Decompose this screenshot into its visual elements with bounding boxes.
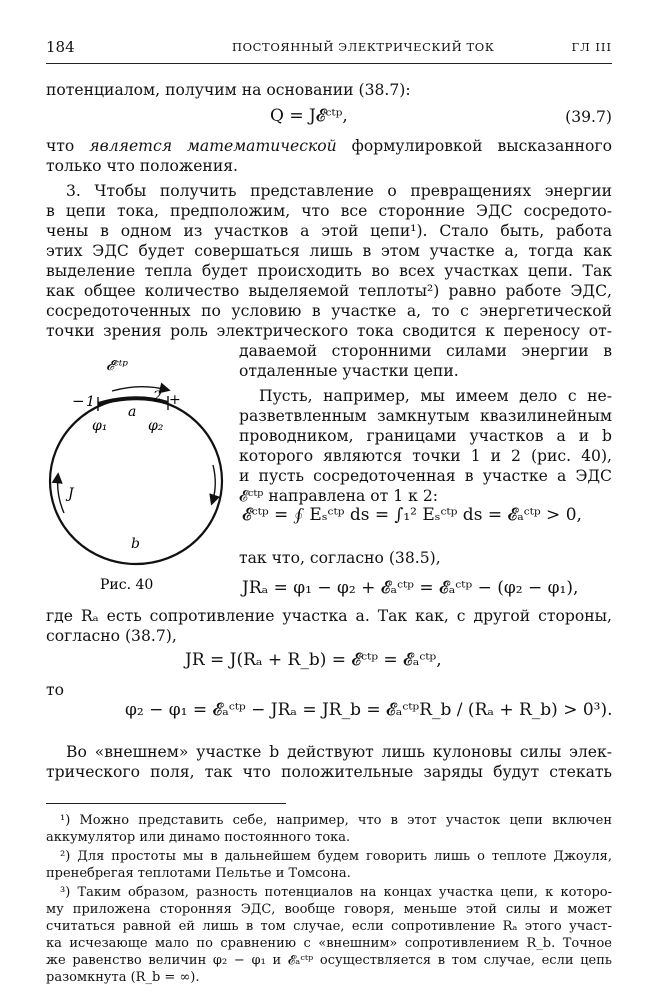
- current-arrow-left: [58, 475, 64, 513]
- text-line: только что положения.: [46, 157, 239, 175]
- phi2-label: φ₂: [148, 418, 164, 434]
- text-line: разветвленным замкнутым квазилинейным: [239, 407, 612, 425]
- equation-39-7: Q = J𝓔ᶜᵗᵖ,: [270, 106, 348, 126]
- text-line: что является математической формулировкой высказанного: [46, 137, 612, 155]
- paragraph-3-line: точки зрения роль электрического тока сводится к переносу от-: [46, 322, 612, 340]
- point-1-label: 1: [86, 394, 95, 410]
- paragraph-3-line: чены в одном из участков a этой цепи¹). Стало быть, работа: [46, 222, 612, 240]
- paragraph-3-line: сосредоточенных по условию в участке a, то с энергетической: [46, 302, 612, 320]
- text-line: проводником, границами участков a и b: [239, 427, 612, 445]
- text-line: так что, согласно (38.5),: [239, 549, 441, 567]
- footnote-1-cont: аккумулятор или динамо постоянного тока.: [46, 830, 351, 845]
- footnote-2-cont: пренебрегая теплотами Пельтье и Томсона.: [46, 866, 351, 881]
- text-line: 𝓔ᶜᵗᵖ направлена от 1 к 2:: [239, 487, 439, 505]
- text-line: потенциалом, получим на основании (38.7):: [46, 81, 411, 99]
- text-line: то: [46, 681, 65, 699]
- footnote-2: ²) Для простоты мы в дальнейшем будем говорить лишь о теплоте Джоуля,: [60, 849, 612, 864]
- footnote-3: ³) Таким образом, разность потенциалов на концах участка цепи, к которо-: [60, 885, 612, 900]
- footnote-1: ¹) Можно представить себе, например, что в этот участок цепи включен: [60, 813, 612, 828]
- emf-label: 𝓔ᶜᵗᵖ: [106, 358, 129, 374]
- text-line: Пусть, например, мы имеем дело с не-: [259, 387, 612, 405]
- footnote-3-line: ка исчезающе мало по сравнению с «внешним» сопротивлением R_b. Точное: [46, 936, 612, 951]
- text-line: отдаленные участки цепи.: [239, 362, 459, 380]
- running-header: [46, 38, 612, 62]
- current-J-label: J: [68, 486, 74, 502]
- plus-label: +: [169, 392, 181, 408]
- paragraph-3-line: в цепи тока, предположим, что все сторонние ЭДС сосредото-: [46, 202, 612, 220]
- point-2-label: 2: [153, 389, 162, 405]
- current-arrow-right: [212, 465, 215, 503]
- footnote-3-line: му приложена сторонняя ЭДС, вообще говоря, меньше этой силы и может: [46, 902, 612, 917]
- text-line: трического поля, так что положительные заряды будут стекать: [46, 763, 612, 781]
- equation-integral: 𝓔ᶜᵗᵖ = ∮ Eₛᶜᵗᵖ ds = ∫₁² Eₛᶜᵗᵖ ds = 𝓔ₐᶜᵗᵖ > 0,: [242, 505, 582, 525]
- paragraph-3-line: выделение тепла будет происходить во всех участках цепи. Так: [46, 262, 612, 280]
- running-title: ПОСТОЯННЫЙ ЭЛЕКТРИЧЕСКИЙ ТОК: [232, 40, 495, 54]
- footnote-3-line: разомкнута (R_b = ∞).: [46, 970, 200, 985]
- page-number: 184: [46, 38, 75, 56]
- figure-caption: Рис. 40: [100, 577, 154, 593]
- header-rule: [46, 63, 612, 64]
- equation-JRa: JRₐ = φ₁ − φ₂ + 𝓔ₐᶜᵗᵖ = 𝓔ₐᶜᵗᵖ − (φ₂ − φ₁),: [242, 578, 579, 598]
- segment-a-label: a: [128, 404, 137, 420]
- paragraph-3-line: 3. Чтобы получить представление о превращениях энергии: [66, 182, 612, 200]
- text-line: даваемой сторонними силами энергии в: [239, 342, 612, 360]
- circuit-figure-40: [40, 335, 240, 605]
- text-line: где Rₐ есть сопротивление участка a. Так как, с другой стороны,: [46, 607, 612, 625]
- text-line: Во «внешнем» участке b действуют лишь кулоновы силы элек-: [66, 743, 612, 761]
- minus-label: −: [72, 392, 85, 410]
- equation-JR: JR = J(Rₐ + R_b) = 𝓔ᶜᵗᵖ = 𝓔ₐᶜᵗᵖ,: [185, 650, 442, 670]
- equation-phi-difference: φ₂ − φ₁ = 𝓔ₐᶜᵗᵖ − JRₐ = JR_b = 𝓔ₐᶜᵗᵖR_b / (Rₐ + R_b) > 0³).: [125, 700, 613, 720]
- segment-b-label: b: [131, 536, 140, 552]
- chapter-label: ГЛ III: [571, 40, 612, 54]
- footnote-3-line: считаться равной ей лишь в том случае, если сопротивление Rₐ этого участ-: [46, 919, 612, 934]
- text-line: и пусть сосредоточенная в участке a ЭДС: [239, 467, 612, 485]
- paragraph-3-line: как общее количество выделяемой теплоты²) равно работе ЭДС,: [46, 282, 612, 300]
- footnote-3-line: же равенство величин φ₂ − φ₁ и 𝓔ₐᶜᵗᵖ осуществляется в том случае, если цепь: [46, 953, 612, 968]
- footnote-rule: [46, 803, 286, 804]
- text-line: согласно (38.7),: [46, 627, 177, 645]
- equation-number: (39.7): [565, 108, 612, 126]
- phi1-label: φ₁: [92, 418, 108, 434]
- paragraph-3-line: этих ЭДС будет совершаться лишь в этом участке a, тогда как: [46, 242, 612, 260]
- text-line: которого являются точки 1 и 2 (рис. 40),: [239, 447, 612, 465]
